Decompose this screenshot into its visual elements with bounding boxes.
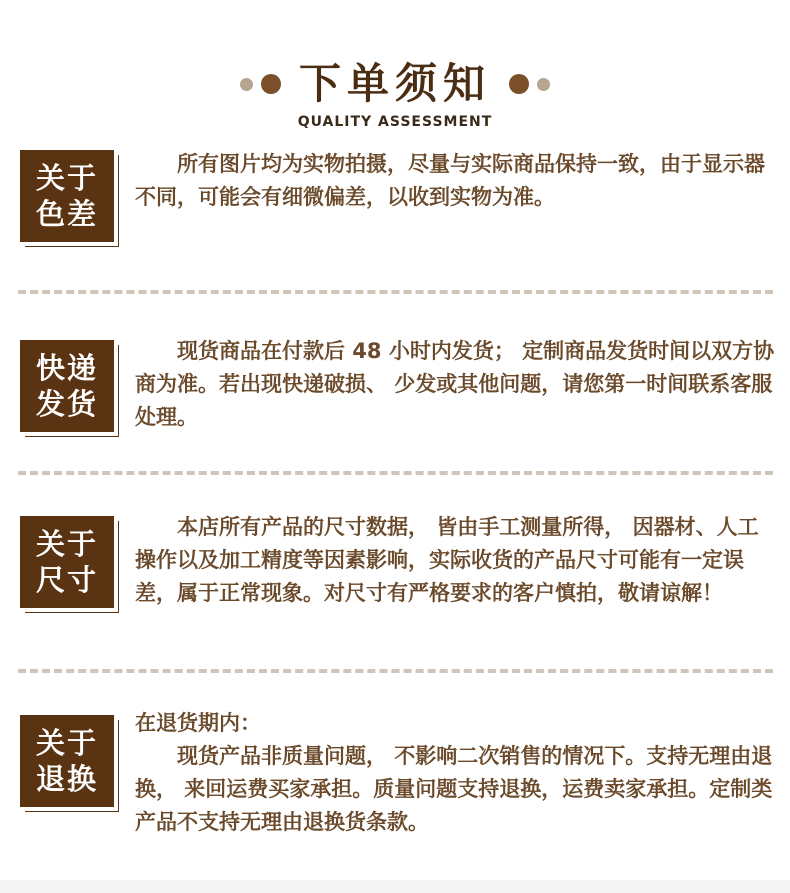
left-dots [240,74,281,94]
section-tag [20,150,114,242]
tag-line: 尺寸 [35,563,98,597]
bottom-band [0,880,790,893]
header [0,58,790,130]
divider [18,471,773,475]
tag-line: 关于 [35,527,98,561]
tag-line: 色差 [35,197,98,231]
paragraph: 本店所有产品的尺寸数据， 皆由手工测量所得， 因器材、人工操作以及加工精度等因素影响，实际收货的产品尺寸可能有一定误差，属于正常现象。对尺寸有严格要求的客户慎拍，敬请谅解！ [135,515,759,605]
section-text [135,148,775,214]
section-text [135,511,775,610]
tag-line: 关于 [35,726,98,760]
dot-icon [240,78,253,91]
dot-icon [261,74,281,94]
section-tag [20,340,114,432]
page-subtitle: QUALITY ASSESSMENT [297,114,493,130]
title-row [0,58,790,110]
tag-line: 快递 [35,351,98,385]
section-text [135,335,775,434]
paragraph-intro: 在退货期内： [135,711,261,735]
section-tag [20,715,114,807]
tag-line: 退换 [35,762,98,796]
paragraph: 现货商品在付款后 48 小时内发货； 定制商品发货时间以双方协商为准。若出现快递破损、 少发或其他问题，请您第一时间联系客服处理。 [135,339,775,429]
divider [18,290,773,294]
paragraph: 所有图片均为实物拍摄，尽量与实际商品保持一致，由于显示器不同，可能会有细微偏差，以收到实物为准。 [135,152,765,209]
dot-icon [509,74,529,94]
tag-line: 发货 [35,387,98,421]
right-dots [509,74,550,94]
section-text [135,707,775,839]
page-title: 下单须知 [298,59,491,108]
divider [18,669,773,673]
paragraph: 现货产品非质量问题， 不影响二次销售的情况下。支持无理由退换， 来回运费买家承担。质量问题支持退换，运费卖家承担。定制类产品不支持无理由退换货条款。 [135,744,773,834]
tag-line: 关于 [35,161,98,195]
section-tag [20,516,114,608]
dot-icon [537,78,550,91]
